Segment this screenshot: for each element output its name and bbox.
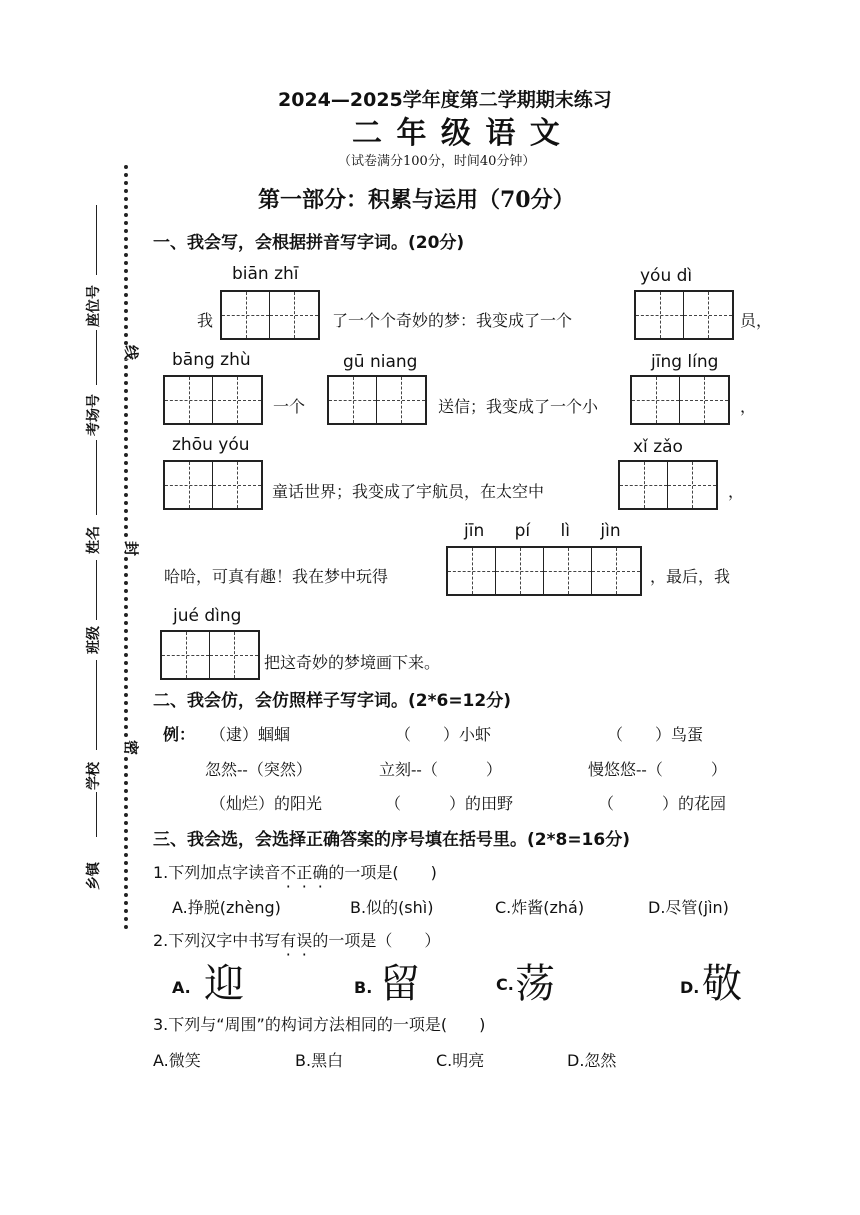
pinyin-guniang: gū niang	[343, 352, 418, 372]
q1-text-9: 哈哈，可真有趣！我在梦中玩得	[164, 567, 389, 586]
q3-s3-option-b[interactable]: B.黑白	[295, 1051, 344, 1070]
q2-r3-c1: （灿烂）的阳光	[210, 794, 323, 813]
q3-s2-label-d[interactable]: D.	[680, 978, 700, 997]
town-label: 乡镇	[86, 862, 102, 890]
pinyin-bianzhi: biān zhī	[232, 264, 299, 284]
q2-r2-c3[interactable]: 慢悠悠--（ ）	[588, 760, 727, 779]
pinyin-xizao: xǐ zǎo	[633, 437, 683, 457]
q1-text-4: 一个	[273, 397, 306, 416]
q2-example-label: 例：	[163, 725, 196, 744]
cut-mark-line: 线	[119, 345, 144, 360]
pinyin-youdi: yóu dì	[640, 266, 693, 286]
exam-note: （试卷满分100分，时间40分钟）	[338, 154, 536, 169]
q3-s2-label-a[interactable]: A.	[172, 978, 191, 997]
q3-s2-label-c[interactable]: C.	[496, 975, 514, 994]
answer-grid-zhouyou[interactable]	[163, 460, 263, 510]
pinyin-zhouyou: zhōu yóu	[172, 435, 250, 455]
q2-r1-c3[interactable]: （ ）鸟蛋	[607, 725, 704, 744]
pinyin-jueding: jué dìng	[173, 606, 242, 626]
q2-r3-c2[interactable]: （ ）的田野	[385, 794, 514, 813]
school-label: 学校	[86, 762, 102, 790]
seat-underline	[96, 205, 97, 275]
q3-s3-option-a[interactable]: A.微笑	[153, 1051, 201, 1070]
name-underline	[96, 440, 97, 515]
class-underline	[96, 560, 97, 620]
q2-r2-c1: 忽然--（突然）	[205, 760, 312, 779]
answer-grid-youdi[interactable]	[634, 290, 734, 340]
q3-s2-label-b[interactable]: B.	[354, 978, 373, 997]
answer-grid-xizao[interactable]	[618, 460, 718, 510]
q3-s2-char-b: 留	[380, 961, 420, 1007]
q2-r1-c1: （逮）蝈蝈	[210, 725, 291, 744]
answer-grid-jueding[interactable]	[160, 630, 260, 680]
q3-s3-option-d[interactable]: D.忽然	[567, 1051, 617, 1070]
q1-text-7: 童话世界；我变成了宇航员，在太空中	[272, 482, 545, 501]
q3-s1-stem: 1.下列加点字读音不正确的一项是( )	[153, 863, 437, 882]
q3-s3-option-c[interactable]: C.明亮	[436, 1051, 485, 1070]
name-label: 姓名	[86, 526, 102, 554]
q1-text-5: 送信；我变成了一个小	[438, 397, 599, 416]
exam-subject-title: 二 年 级 语 文	[352, 116, 562, 151]
cut-mark-seal: 封	[119, 541, 144, 556]
q1-text-6: ，	[740, 397, 757, 416]
q1-text-8: ，	[728, 482, 745, 501]
q3-s1-option-d[interactable]: D.尽管(jìn)	[648, 898, 729, 917]
q3-s2-char-d: 敬	[702, 961, 742, 1007]
q1-text-1: 我	[197, 311, 214, 330]
q3-title: 三、我会选，会选择正确答案的序号填在括号里。(2*8=16分)	[153, 830, 630, 850]
school-underline	[96, 660, 97, 750]
q3-s3-stem: 3.下列与“周围”的构词方法相同的一项是( )	[153, 1015, 486, 1034]
q1-title: 一、我会写，会根据拼音写字词。(20分)	[153, 233, 465, 253]
town-underline	[96, 792, 97, 837]
q3-s1-option-b[interactable]: B.似的(shì)	[350, 898, 434, 917]
cut-mark-secret: 密	[119, 740, 144, 755]
q1-text-11: 把这奇妙的梦境画下来。	[264, 653, 441, 672]
answer-grid-jinpilijin[interactable]	[446, 546, 642, 596]
pinyin-jinpilijin: jīn pí lì jìn	[464, 521, 621, 541]
answer-grid-jingling[interactable]	[630, 375, 730, 425]
pinyin-jingling: jīng líng	[651, 352, 719, 372]
part1-heading: 第一部分：积累与运用（70分）	[258, 187, 575, 213]
room-label: 考场号	[86, 394, 102, 436]
q3-s2-stem: 2.下列汉字中书写有误的一项是（ ）	[153, 931, 441, 950]
q1-text-2: 了一个个奇妙的梦：我变成了一个	[332, 311, 573, 330]
q3-s1-option-c[interactable]: C.炸酱(zhá)	[495, 898, 585, 917]
q3-s2-char-c: 荡	[515, 961, 555, 1007]
q2-r1-c2[interactable]: （ ）小虾	[395, 725, 492, 744]
answer-grid-bangzhu[interactable]	[163, 375, 263, 425]
q1-text-3: 员，	[740, 311, 773, 330]
answer-grid-bianzhi[interactable]	[220, 290, 320, 340]
room-underline	[96, 330, 97, 385]
pinyin-bangzhu: bāng zhù	[172, 350, 251, 370]
answer-grid-guniang[interactable]	[327, 375, 427, 425]
q2-r2-c2[interactable]: 立刻--（ ）	[379, 760, 502, 779]
q3-s1-option-a[interactable]: A.挣脱(zhèng)	[172, 898, 281, 917]
q1-text-10: ，最后，我	[650, 567, 731, 586]
q3-s2-char-a: 迎	[204, 961, 244, 1007]
q2-title: 二、我会仿，会仿照样子写字词。(2*6=12分)	[153, 691, 511, 711]
seat-label: 座位号	[86, 285, 102, 327]
q2-r3-c3[interactable]: （ ）的花园	[598, 794, 727, 813]
class-label: 班级	[86, 626, 102, 654]
exam-year-title: 2024—2025学年度第二学期期末练习	[278, 89, 612, 111]
